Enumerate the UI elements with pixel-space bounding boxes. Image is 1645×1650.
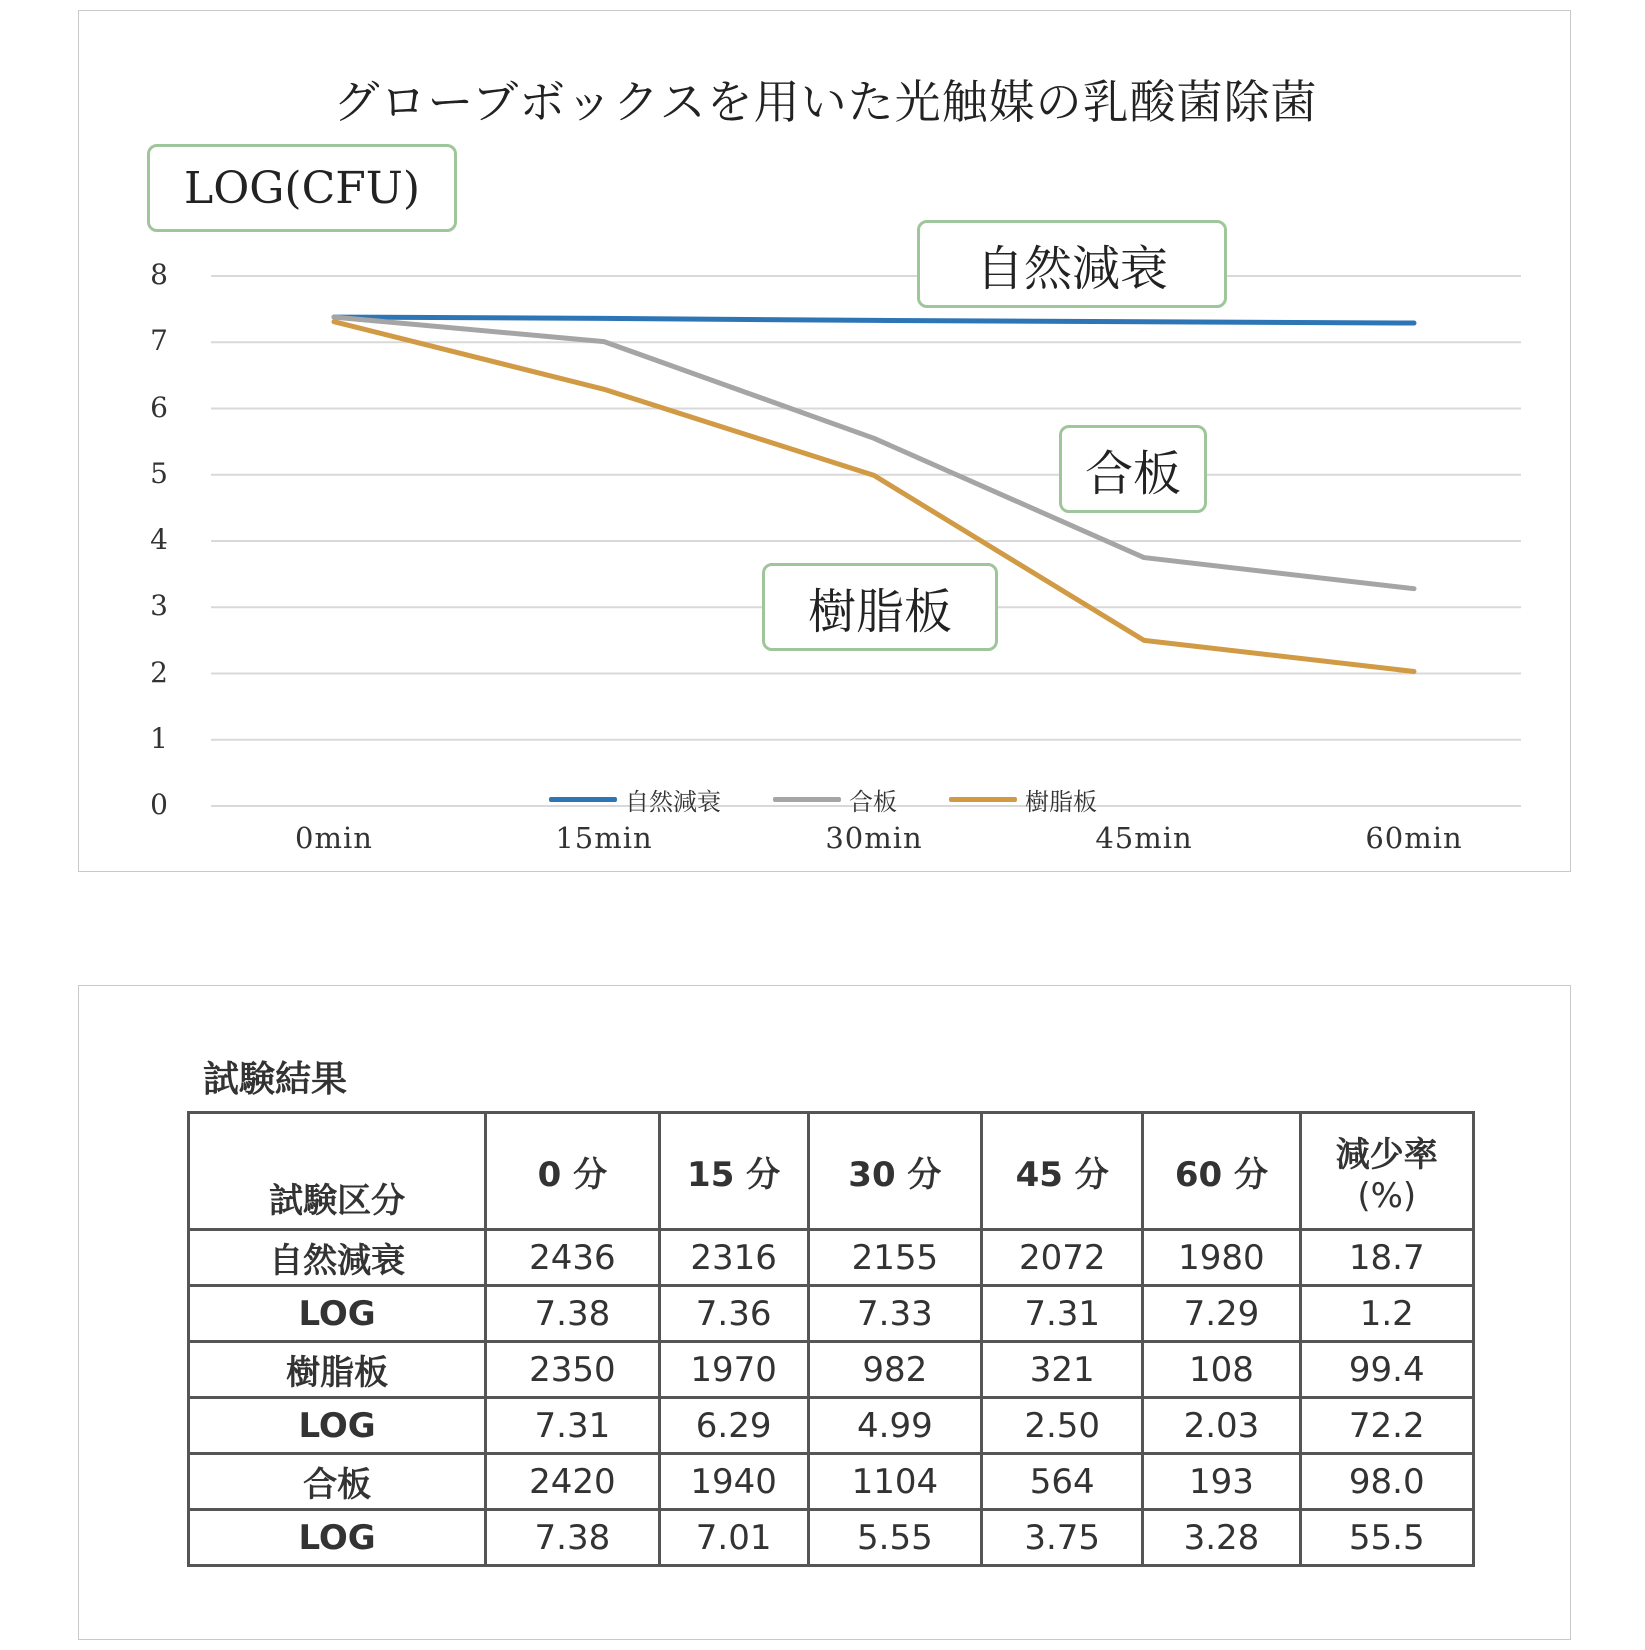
table-cell: 1104 <box>808 1454 981 1510</box>
data-point <box>1413 322 1416 325</box>
data-point <box>1143 639 1146 642</box>
results-table <box>187 1111 1475 1567</box>
table-row <box>189 1286 1474 1342</box>
header-col: 60 分 <box>1143 1113 1300 1230</box>
x-tick-label: 30min <box>825 821 923 855</box>
legend-swatch <box>773 797 841 802</box>
y-tick-label: 2 <box>150 655 168 689</box>
header-rate-line2: (%) <box>1357 1175 1417 1216</box>
callout-resin-board: 樹脂板 <box>762 563 998 651</box>
chart-panel <box>78 10 1571 872</box>
legend-swatch <box>549 797 617 802</box>
table-cell: 2436 <box>486 1230 659 1286</box>
row-label: 合板 <box>189 1454 486 1510</box>
data-point <box>603 317 606 320</box>
data-point <box>333 320 336 323</box>
data-point <box>333 316 336 319</box>
table-row <box>189 1342 1474 1398</box>
table-cell: 98.0 <box>1300 1454 1473 1510</box>
line-chart <box>79 11 1572 873</box>
table-cell: 7.01 <box>659 1510 808 1566</box>
table-row <box>189 1230 1474 1286</box>
y-tick-label: 6 <box>150 390 168 424</box>
row-label: 自然減衰 <box>189 1230 486 1286</box>
header-col: 30 分 <box>808 1113 981 1230</box>
data-point <box>603 388 606 391</box>
table-cell: 7.36 <box>659 1286 808 1342</box>
table-cell: 99.4 <box>1300 1342 1473 1398</box>
table-cell: 1980 <box>1143 1230 1300 1286</box>
table-cell: 108 <box>1143 1342 1300 1398</box>
table-cell: 1970 <box>659 1342 808 1398</box>
table-cell: 1940 <box>659 1454 808 1510</box>
x-tick-label: 45min <box>1095 821 1193 855</box>
table-cell: 55.5 <box>1300 1510 1473 1566</box>
chart-legend <box>549 779 1149 819</box>
table-row <box>189 1510 1474 1566</box>
table-cell: 321 <box>982 1342 1143 1398</box>
y-tick-label: 0 <box>150 788 168 821</box>
data-point <box>873 437 876 440</box>
data-point <box>1143 556 1146 559</box>
y-tick-label: 5 <box>150 456 168 490</box>
table-cell: 2.50 <box>982 1398 1143 1454</box>
y-tick-label: 8 <box>150 258 168 291</box>
legend-label: 樹脂板 <box>1025 787 1097 816</box>
header-category: 試験区分 <box>189 1113 486 1230</box>
y-tick-label: 7 <box>150 324 168 358</box>
row-label: LOG <box>189 1398 486 1454</box>
legend-item <box>549 782 721 817</box>
data-point <box>873 474 876 477</box>
header-col: 15 分 <box>659 1113 808 1230</box>
table-cell: 2.03 <box>1143 1398 1300 1454</box>
table-cell: 7.29 <box>1143 1286 1300 1342</box>
callout-plywood: 合板 <box>1059 425 1207 513</box>
row-label: LOG <box>189 1286 486 1342</box>
y-tick-label: 3 <box>150 589 168 623</box>
table-cell: 5.55 <box>808 1510 981 1566</box>
results-panel <box>78 985 1571 1640</box>
table-cell: 3.75 <box>982 1510 1143 1566</box>
table-cell: 6.29 <box>659 1398 808 1454</box>
series-line-1 <box>334 317 1414 589</box>
x-tick-label: 60min <box>1365 821 1463 855</box>
table-cell: 2350 <box>486 1342 659 1398</box>
table-cell: 7.31 <box>982 1286 1143 1342</box>
table-cell: 18.7 <box>1300 1230 1473 1286</box>
table-cell: 7.38 <box>486 1286 659 1342</box>
table-cell: 2072 <box>982 1230 1143 1286</box>
data-point <box>1413 587 1416 590</box>
table-header-row <box>189 1113 1474 1230</box>
row-label: LOG <box>189 1510 486 1566</box>
table-cell: 3.28 <box>1143 1510 1300 1566</box>
table-cell: 193 <box>1143 1454 1300 1510</box>
header-rate-line1: 減少率 <box>1335 1134 1438 1175</box>
chart-title: グローブボックスを用いた光触媒の乳酸菌除菌 <box>333 75 1318 129</box>
table-cell: 7.33 <box>808 1286 981 1342</box>
data-point <box>603 340 606 343</box>
legend-item <box>949 782 1097 817</box>
table-cell: 7.38 <box>486 1510 659 1566</box>
legend-label: 合板 <box>849 787 897 816</box>
table-cell: 982 <box>808 1342 981 1398</box>
table-body <box>189 1230 1474 1566</box>
table-row <box>189 1398 1474 1454</box>
data-point <box>1413 670 1416 673</box>
table-cell: 7.31 <box>486 1398 659 1454</box>
table-cell: 2155 <box>808 1230 981 1286</box>
header-col: 45 分 <box>982 1113 1143 1230</box>
table-cell: 4.99 <box>808 1398 981 1454</box>
table-cell: 72.2 <box>1300 1398 1473 1454</box>
y-axis-label: LOG(CFU) <box>147 144 457 232</box>
header-reduction-rate <box>1300 1113 1473 1230</box>
header-col: 0 分 <box>486 1113 659 1230</box>
x-tick-label: 0min <box>295 821 373 855</box>
table-cell: 2420 <box>486 1454 659 1510</box>
table-cell: 564 <box>982 1454 1143 1510</box>
x-tick-label: 15min <box>555 821 653 855</box>
legend-label: 自然減衰 <box>625 787 721 816</box>
data-point <box>1143 320 1146 323</box>
row-label: 樹脂板 <box>189 1342 486 1398</box>
legend-item <box>773 782 897 817</box>
data-point <box>873 319 876 322</box>
table-caption: 試験結果 <box>203 1059 348 1100</box>
table-row <box>189 1454 1474 1510</box>
y-tick-label: 4 <box>150 523 168 556</box>
y-tick-label: 1 <box>150 721 168 755</box>
table-cell: 1.2 <box>1300 1286 1473 1342</box>
callout-natural-decay: 自然減衰 <box>917 220 1227 308</box>
table-cell: 2316 <box>659 1230 808 1286</box>
legend-swatch <box>949 797 1017 802</box>
